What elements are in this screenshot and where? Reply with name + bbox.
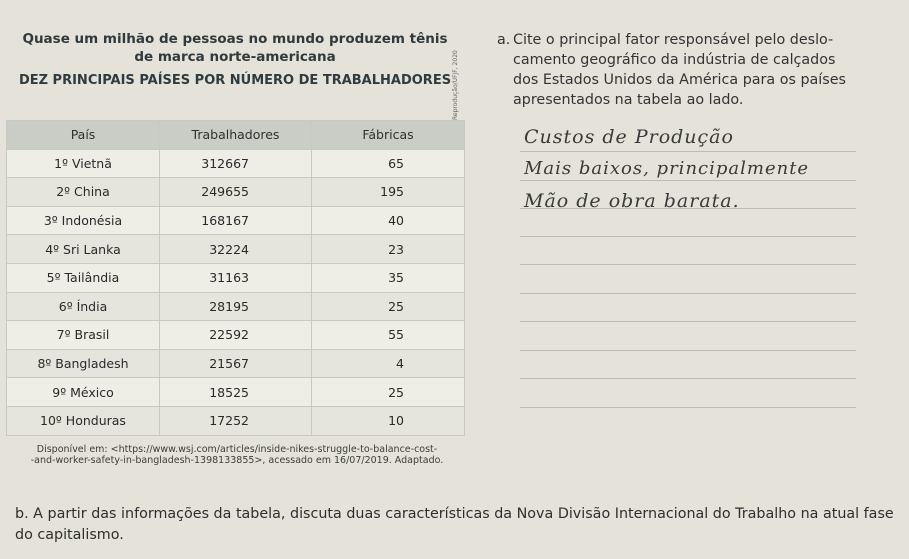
cell-fabricas: 35 [312, 263, 465, 292]
cell-pais: 2º China [7, 178, 160, 207]
cell-fabricas: 195 [312, 178, 465, 207]
cell-trabalhadores: 28195 [160, 292, 312, 321]
header-pais: País [7, 121, 160, 150]
table-title: Quase um milhão de pessoas no mundo produzem tênis [22, 31, 448, 47]
cell-trabalhadores: 21567 [160, 349, 312, 378]
cell-pais: 8º Bangladesh [7, 349, 160, 378]
cell-fabricas: 25 [312, 292, 465, 321]
cell-pais: 7º Brasil [7, 321, 160, 350]
answer-line [520, 321, 856, 322]
header-fabricas: Fábricas [312, 121, 465, 150]
handwritten-answer-line: Mais baixos, principalmente [524, 158, 810, 179]
question-a-line: camento geográfico da indústria de calçados [513, 52, 836, 68]
table-subtitle: DEZ PRINCIPAIS PAÍSES POR NÚMERO DE TRABALHADORES [18, 73, 452, 88]
answer-line [520, 293, 856, 294]
cell-pais: 3º Indonésia [7, 206, 160, 235]
table-header-row [7, 121, 465, 150]
question-b: b. A partir das informações da tabela, discuta duas características da Nova Divisão Internacional do Trabalho na atual fase do capitalismo. [15, 506, 894, 543]
cell-pais: 10º Honduras [7, 406, 160, 435]
table-row [7, 292, 465, 321]
table-title-line2: de marca norte-americana [134, 49, 336, 65]
cell-pais: 6º Índia [7, 292, 160, 321]
cell-trabalhadores: 32224 [160, 235, 312, 264]
workers-table [6, 120, 465, 436]
cell-pais: 1º Vietnã [7, 149, 160, 178]
source-citation [6, 444, 468, 466]
table-row [7, 235, 465, 264]
question-a-line: Cite o principal fator responsável pelo deslo- [513, 32, 834, 48]
cell-trabalhadores: 17252 [160, 406, 312, 435]
table-row [7, 406, 465, 435]
question-a-label: a. [497, 32, 511, 48]
cell-fabricas: 55 [312, 321, 465, 350]
cell-pais: 4º Sri Lanka [7, 235, 160, 264]
table-row [7, 349, 465, 378]
reproduction-credit: Reprodução/UFJF, 2020 [452, 50, 459, 120]
cell-fabricas: 65 [312, 149, 465, 178]
cell-trabalhadores: 31163 [160, 263, 312, 292]
cell-pais: 5º Tailândia [7, 263, 160, 292]
answer-line [520, 378, 856, 379]
cell-fabricas: 40 [312, 206, 465, 235]
cell-trabalhadores: 249655 [160, 178, 312, 207]
table-row [7, 149, 465, 178]
cell-pais: 9º México [7, 378, 160, 407]
cell-trabalhadores: 168167 [160, 206, 312, 235]
table-row [7, 206, 465, 235]
table-row [7, 378, 465, 407]
table-row [7, 263, 465, 292]
answer-line [520, 407, 856, 408]
cell-fabricas: 4 [312, 349, 465, 378]
cell-trabalhadores: 312667 [160, 149, 312, 178]
cell-fabricas: 23 [312, 235, 465, 264]
cell-fabricas: 10 [312, 406, 465, 435]
header-trabalhadores: Trabalhadores [160, 121, 312, 150]
table-row [7, 178, 465, 207]
cell-trabalhadores: 22592 [160, 321, 312, 350]
question-a-line: dos Estados Unidos da América para os países [513, 72, 846, 88]
answer-line [520, 208, 856, 209]
table-row [7, 321, 465, 350]
handwritten-answer-line: Custos de Produção [524, 126, 734, 148]
question-a-line: apresentados na tabela ao lado. [513, 92, 744, 108]
cell-fabricas: 25 [312, 378, 465, 407]
cell-trabalhadores: 18525 [160, 378, 312, 407]
source-line-2: -and-worker-safety-in-bangladesh-1398133855>, acessado em 16/07/2019. Adaptado. [30, 455, 444, 466]
answer-line [520, 151, 856, 152]
answer-line [520, 350, 856, 351]
answer-line [520, 264, 856, 265]
handwritten-answer-line: Mão de obra barata. [524, 190, 740, 212]
source-line-1: Disponível em: <https://www.wsj.com/articles/inside-nikes-struggle-to-balance-cost- [36, 444, 438, 455]
answer-line [520, 236, 856, 237]
answer-line [520, 180, 856, 181]
